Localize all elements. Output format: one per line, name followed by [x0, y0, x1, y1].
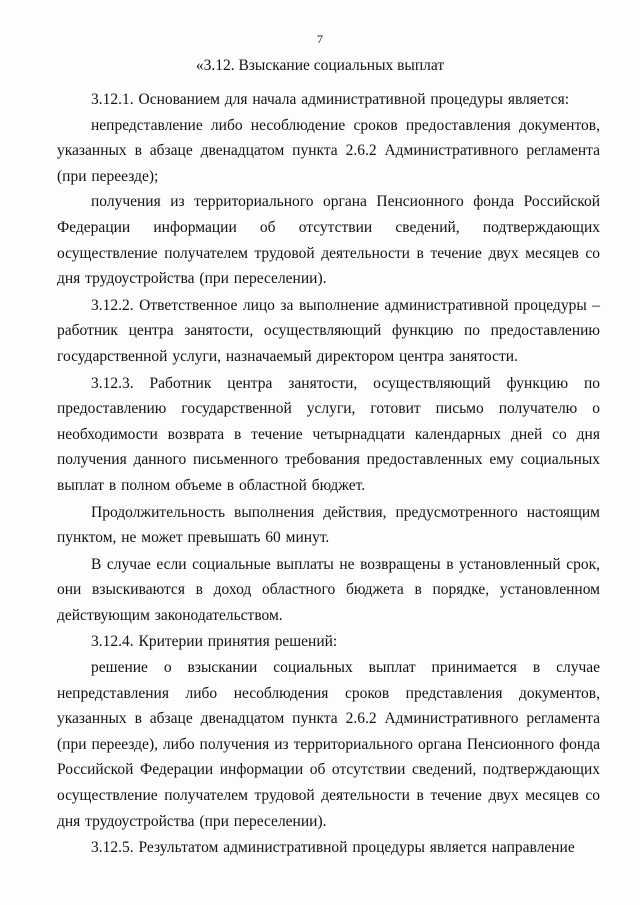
paragraph-3-12-1: 3.12.1. Основанием для начала административной процедуры является: [91, 91, 570, 108]
paragraph-nonsubmission: непредставление либо несоблюдение сроков предоставления документов, указанных в абзаце двенадцатом пункта 2.6.2 Административного регламента (при переезде); [57, 116, 600, 185]
paragraph-3-12-5: 3.12.5. Результатом административной процедуры является направление [91, 839, 575, 857]
paragraph-3-12-4: 3.12.4. Критерии принятия решений: [91, 633, 338, 651]
paragraph-3-12-2: 3.12.2. Ответственное лицо за выполнение административной процедуры – работник центра занятости, осуществляющий функцию по предоставлению государственной услуги, назначаемый директором центра занятости. [57, 296, 600, 365]
paragraph-decision: решение о взыскании социальных выплат принимается в случае непредставления либо несоблюдения сроков представления документов, указанных в абзаце двенадцатом пункта 2.6.2 Административного регламента (при переезде), либо получения из территориального органа Пенсионного фонда Российской Федерации информации об отсутствии сведений, подтверждающих осуществление получателем трудовой деятельности в течение двух месяцев со дня трудоустройства (при переселении). [57, 659, 600, 830]
paragraph-duration: Продолжительность выполнения действия, предусмотренного настоящим пунктом, не может превышать 60 минут. [57, 503, 600, 547]
paragraph-not-returned: В случае если социальные выплаты не возвращены в установленный срок, они взыскиваются в доход областного бюджета в порядке, установленном действующим законодательством. [57, 555, 600, 624]
paragraph-pension-fund-info: получения из территориального органа Пенсионного фонда Российской Федерации информации об отсутствии сведений, подтверждающих осуществление получателем трудовой деятельности в течение двух месяцев со дня трудоустройства (при переселении). [57, 193, 600, 288]
section-heading: «3.12. Взыскание социальных выплат [195, 57, 445, 74]
body-text [57, 87, 600, 861]
paragraph-3-12-3: 3.12.3. Работник центра занятости, осуществляющий функцию по предоставлению государственной услуги, готовит письмо получателю о необходимости возврата в течение четырнадцати календарных дней со дня получения данного письменного требования предоставленных ему социальных выплат в полном объеме в областной бюджет. [57, 374, 600, 494]
page-number: 7 [317, 32, 323, 46]
